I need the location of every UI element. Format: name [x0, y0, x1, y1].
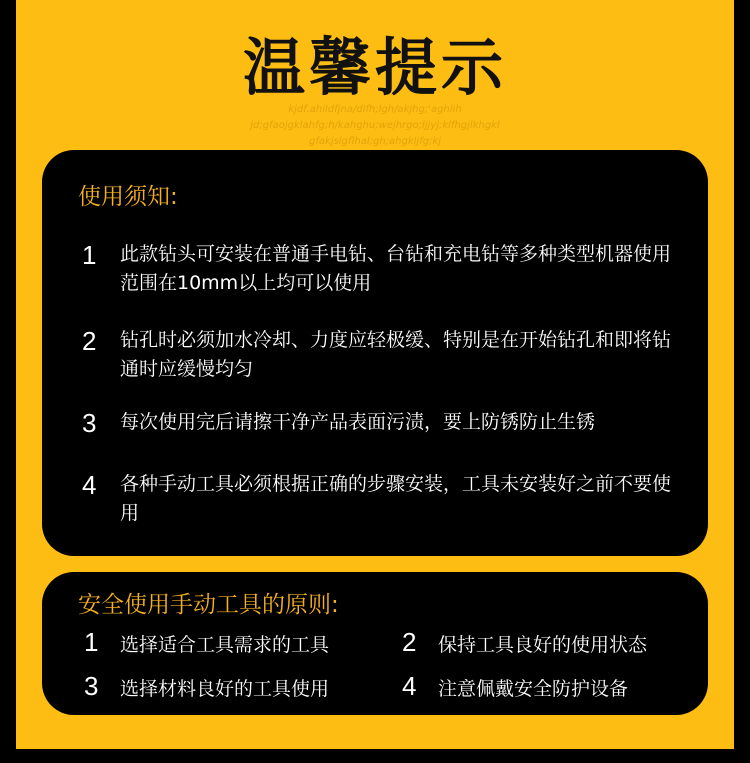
- principle-item-text: 选择适合工具需求的工具: [120, 634, 330, 656]
- usage-item-text: 钻孔时必须加水冷却、力度应轻极缓、特别是在开始钻孔和即将钻通时应缓慢均匀: [120, 329, 672, 380]
- principles-heading: 安全使用手动工具的原则:: [78, 592, 339, 618]
- usage-item-text: 每次使用完后请擦干净产品表面污渍，要上防锈防止生锈: [120, 411, 596, 433]
- usage-item-number: 2: [82, 326, 97, 356]
- page-title: 温馨提示: [242, 31, 507, 104]
- usage-item-text: 各种手动工具必须根据正确的步骤安装，工具未安装好之前不要使用: [120, 473, 672, 524]
- principle-item-text: 保持工具良好的使用状态: [438, 634, 648, 656]
- usage-notice-card: [42, 150, 708, 556]
- principle-item-text: 注意佩戴安全防护设备: [438, 678, 629, 700]
- usage-heading: 使用须知:: [78, 184, 178, 210]
- decor-text-line-1: kjdf.ahildfjna/dlfh;lgh/akjhg;'aghlih: [288, 104, 462, 115]
- decor-text-line-3: gfakjslgflhal;gh;ahgkljfg;kj: [309, 136, 441, 147]
- usage-item-number: 4: [82, 470, 97, 500]
- principle-item-number: 1: [84, 627, 99, 657]
- principle-item-number: 4: [402, 671, 417, 701]
- usage-item-number: 1: [82, 240, 97, 270]
- principle-item-text: 选择材料良好的工具使用: [120, 678, 330, 700]
- principle-item-number: 2: [402, 627, 417, 657]
- safety-principles-card: [42, 572, 708, 715]
- decor-text-line-2: jd;gfaojgklahfg;h/kahghu;wejhrgo;ljjyj;klfhgjlkhgkl: [250, 120, 500, 131]
- principle-item-number: 3: [84, 671, 99, 701]
- usage-item-text: 此款钻头可安装在普通手电钻、台钻和充电钻等多种类型机器使用范围在10mm以上均可以使用: [120, 243, 672, 294]
- usage-item-number: 3: [82, 408, 97, 438]
